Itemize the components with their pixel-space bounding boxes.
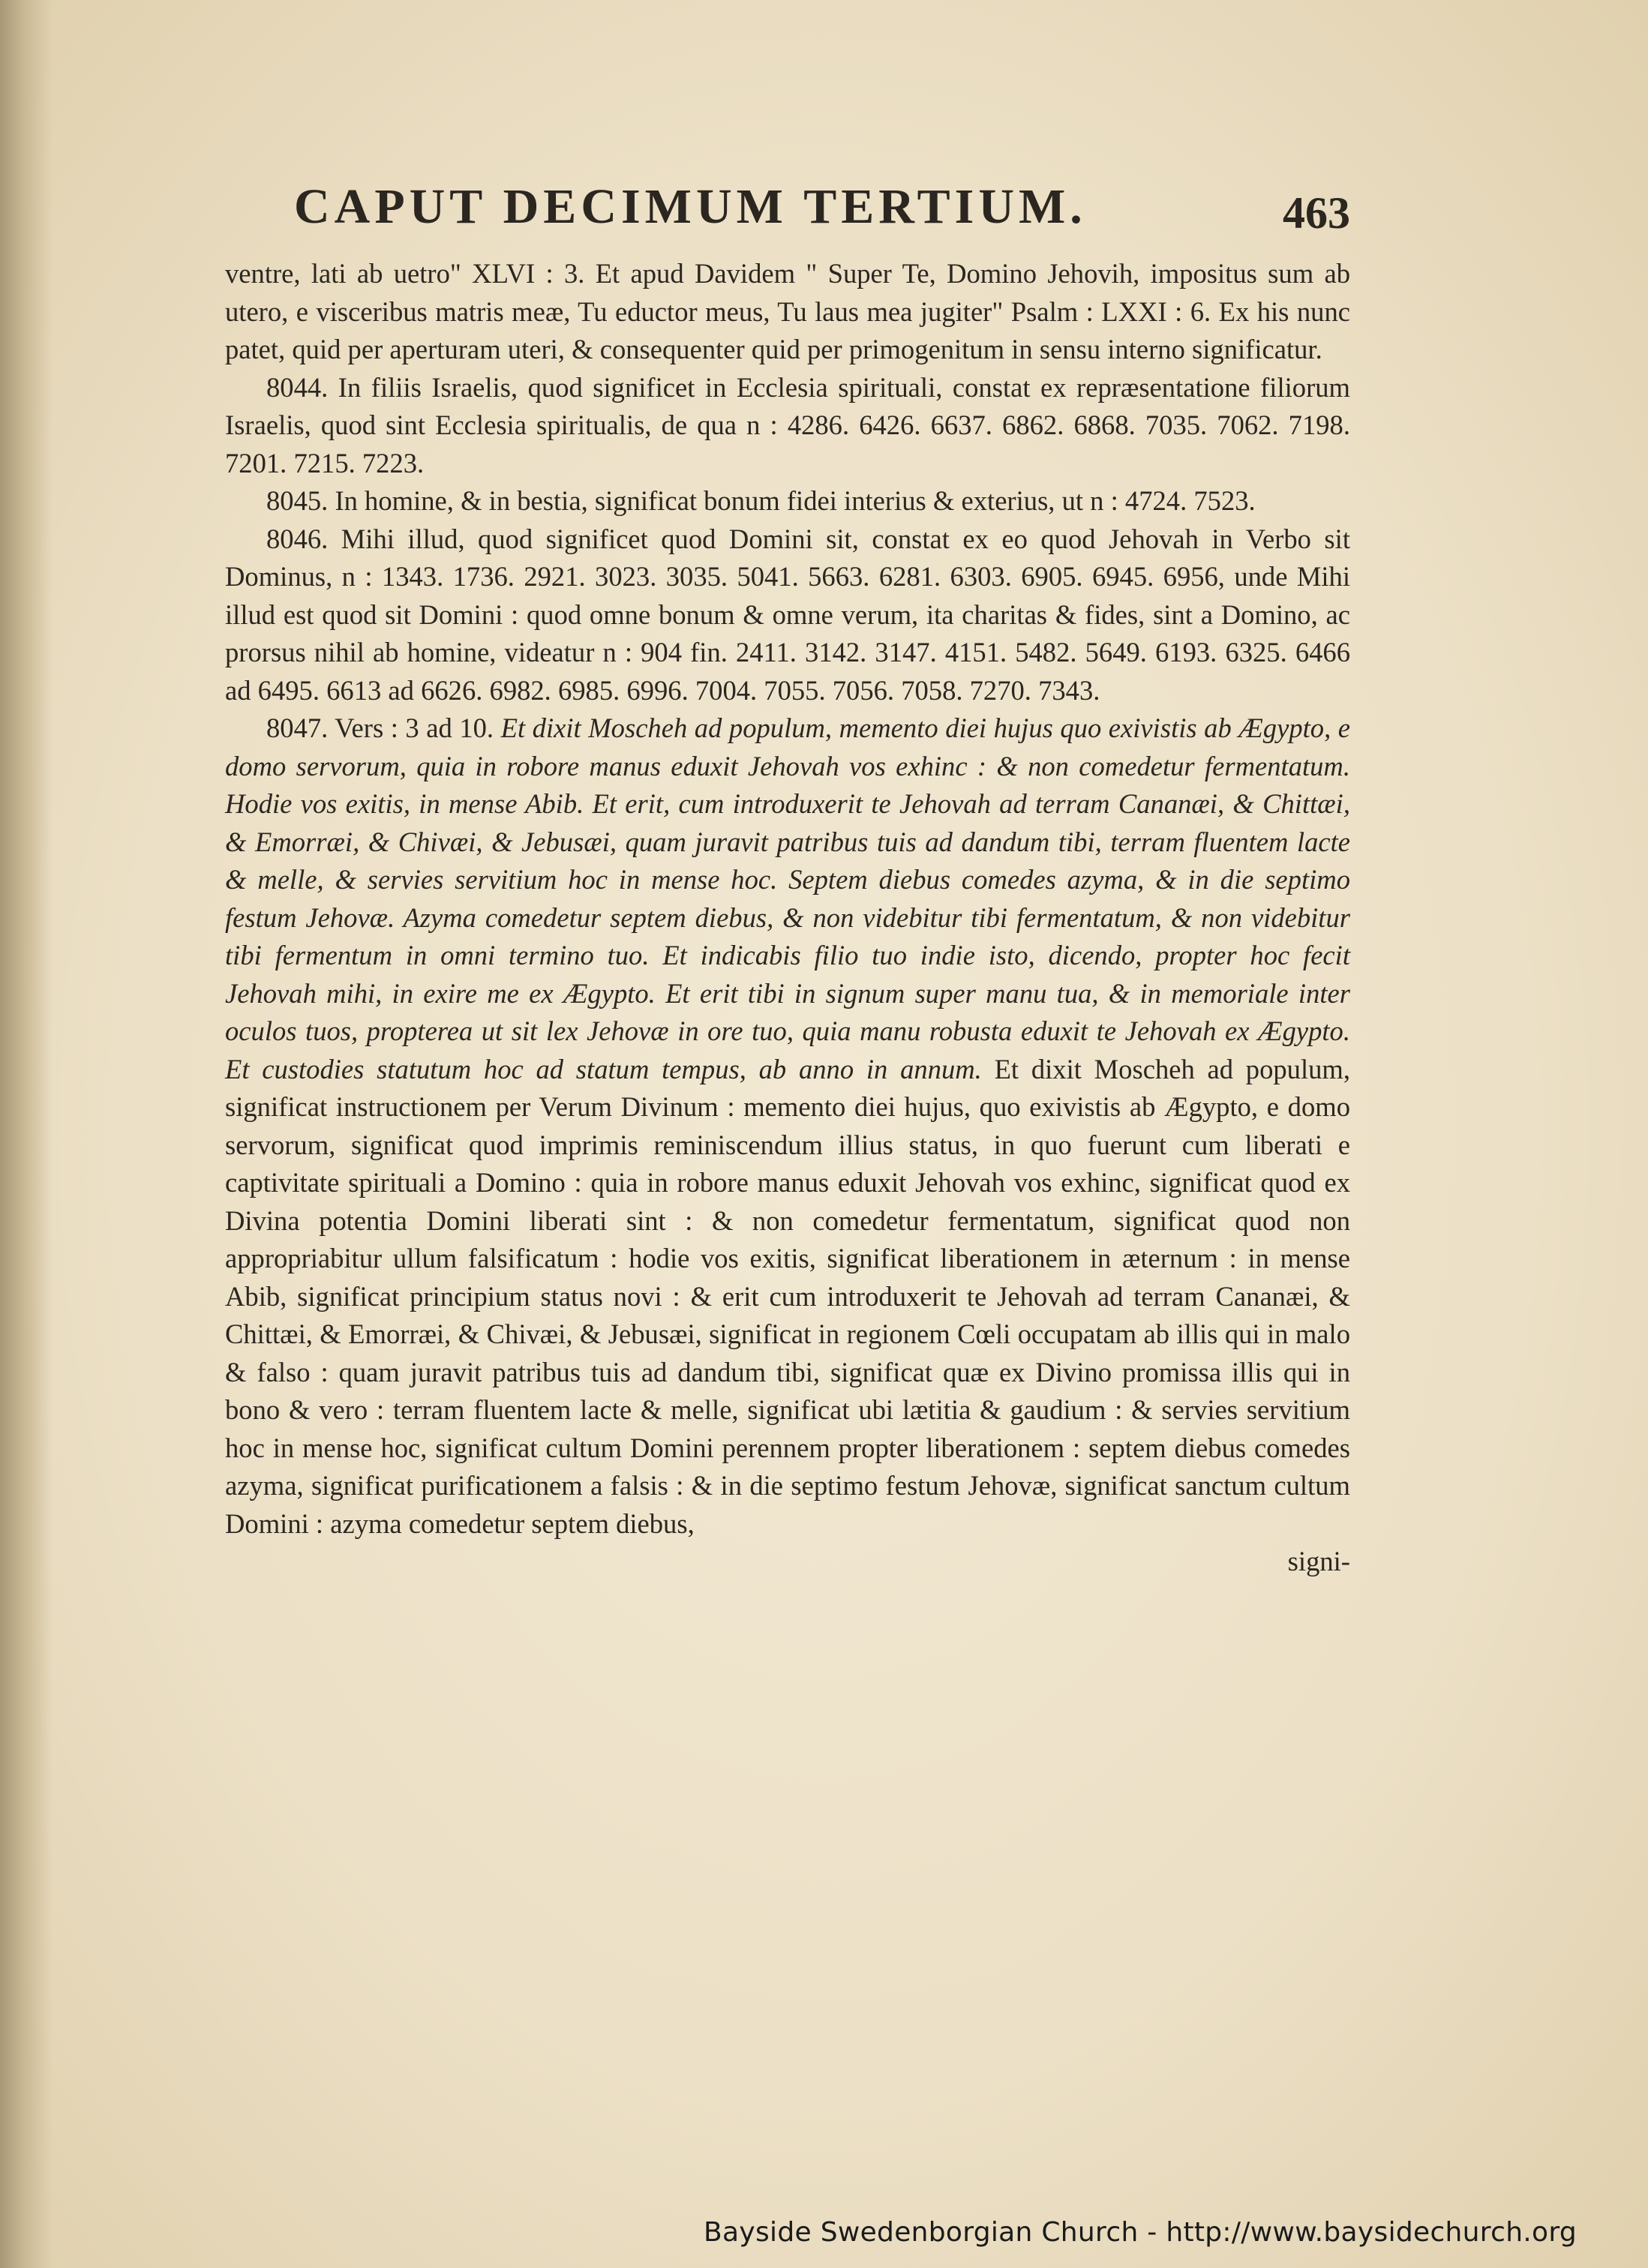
- paragraph-8047-lead: 8047. Vers : 3 ad 10.: [266, 712, 494, 743]
- scripture-quote: Et dixit Moscheh ad populum, memento diei hujus quo exivistis ab Ægypto, e domo servorum, quia in robore manus eduxit Jehovah vos exhinc : & non comedetur fermentatum. Hodie vos exitis, in mense Abib. Et erit, cum introduxerit te Jehovah ad terram Cananæi, & Chittæi, & Emorræi, & Chivæi, & Jebusæi, quam juravit patribus tuis ad dandum tibi, terram fluentem lacte & melle, & servies servitium hoc in mense hoc. Septem diebus comedes azyma, & in die septimo festum Jehovæ. Azyma comedetur septem diebus, & non videbitur tibi fermentatum, & non videbitur tibi fermentum in omni termino tuo. Et indicabis filio tuo indie isto, dicendo, propter hoc fecit Jehovah mihi, in exire me ex Ægypto. Et erit tibi in signum super manu tua, & in memoriale inter oculos tuos, propterea ut sit lex Jehovæ in ore tuo, quia manu robusta eduxit te Jehovah ex Ægypto. Et custodies statutum hoc ad statum tempus, ab anno in annum.: [225, 712, 1350, 1084]
- paragraph-8045: 8045. In homine, & in bestia, significat bonum fidei interius & exterius, ut n : 4724. 7523.: [266, 485, 1256, 516]
- paragraph-8044: 8044. In filiis Israelis, quod significet in Ecclesia spirituali, constat ex repræsentatione filiorum Israelis, quod sint Ecclesia spiritualis, de qua n : 4286. 6426. 6637. 6862. 6868. 7035. 7062. 7198. 7201. 7215. 7223.: [225, 371, 1350, 478]
- paragraph-8047-exposition: Et dixit Moscheh ad populum, significat instructionem per Verum Divinum : memento diei hujus, quo exivistis ab Ægypto, e domo servorum, significat quod imprimis reminiscendum illius status, in quo fuerunt cum liberati e captivitate spirituali a Domino : quia in robore manus eduxit Jehovah vos exhinc, significat quod ex Divina potentia Domini liberati sint : & non comedetur fermentatum, significat quod non appropriabitur ullum falsificatum : hodie vos exitis, significat liberationem in æternum : in mense Abib, significat principium status novi : & erit cum introduxerit te Jehovah ad terram Cananæi, & Chittæi, & Emorræi, & Chivæi, & Jebusæi, significat in regionem Cœli occupatam ab illis qui in malo & falso : quam juravit patribus tuis ad dandum tibi, significat quæ ex Divino promissa illis qui in bono & vero : terram fluentem lacte & melle, significat ubi lætitia & gaudium : & servies servitium hoc in mense hoc, significat cultum Domini perennem propter liberationem : septem diebus comedes azyma, significat purificationem a falsis : & in die septimo festum Jehovæ, significat sanctum cultum Domini : azyma comedetur septem diebus,: [225, 1053, 1350, 1539]
- book-spine-shadow: [0, 0, 53, 2268]
- watermark-text: Bayside Swedenborgian Church - http://www.baysidechurch.org: [704, 2217, 1577, 2248]
- page-number: 463: [1283, 188, 1350, 238]
- catchword: signi-: [1287, 1546, 1350, 1576]
- chapter-title: CAPUT DECIMUM TERTIUM.: [294, 179, 1087, 234]
- body-text: [225, 255, 1350, 1543]
- paragraph-continuation: ventre, lati ab uetro" XLVI : 3. Et apud Davidem " Super Te, Domino Jehovih, impositus sum ab utero, e visceribus matris meæ, Tu eductor meus, Tu laus mea jugiter" Psalm : LXXI : 6. Ex his nunc patet, quid per aperturam uteri, & consequenter quid per primogenitum in sensu interno significatur.: [225, 258, 1350, 364]
- book-page: [225, 165, 1350, 1580]
- running-head: [225, 165, 1350, 255]
- paragraph-8047: [225, 710, 1350, 1543]
- paragraph-8046: 8046. Mihi illud, quod significet quod Domini sit, constat ex eo quod Jehovah in Verbo sit Dominus, n : 1343. 1736. 2921. 3023. 3035. 5041. 5663. 6281. 6303. 6905. 6945. 6956, unde Mihi illud est quod sit Domini : quod omne bonum & omne verum, ita charitas & fides, sint a Domino, ac prorsus nihil ab homine, videatur n : 904 fin. 2411. 3142. 3147. 4151. 5482. 5649. 6193. 6325. 6466 ad 6495. 6613 ad 6626. 6982. 6985. 6996. 7004. 7055. 7056. 7058. 7270. 7343.: [225, 523, 1350, 706]
